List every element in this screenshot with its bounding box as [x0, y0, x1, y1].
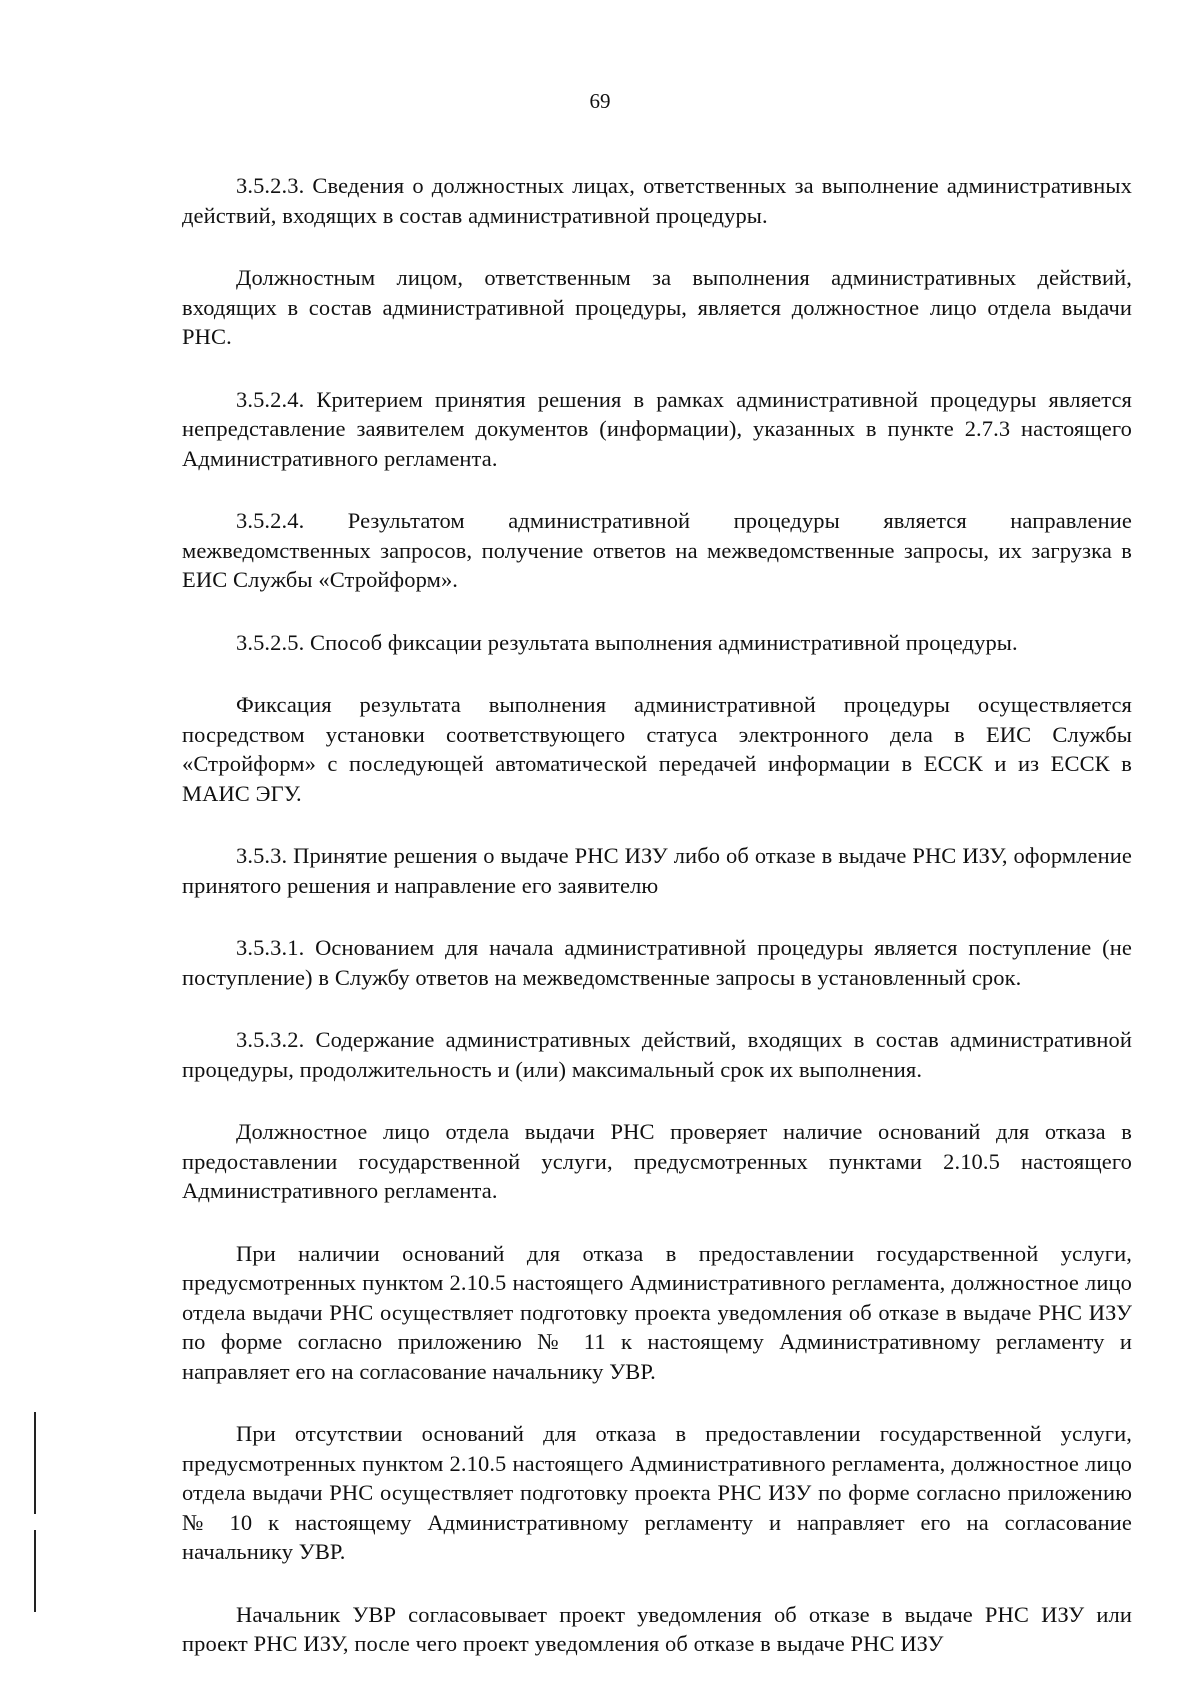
paragraph-3-5-2-4-criterion: 3.5.2.4. Критерием принятия решения в рамках административной процедуры является непредставление заявителем документов (информации), указанных в пункте 2.7.3 настоящего Административного регламента.: [182, 386, 1132, 471]
paragraph-check-grounds: Должностное лицо отдела выдачи РНС проверяет наличие оснований для отказа в предоставлении государственной услуги, предусмотренных пунктами 2.10.5 настоящего Административного регламента.: [182, 1119, 1132, 1203]
scan-margin-line-top: [34, 1412, 36, 1514]
paragraph-3-5-2-5: 3.5.2.5. Способ фиксации результата выполнения административной процедуры.: [236, 629, 1018, 655]
document-body: [182, 171, 1132, 1692]
paragraph-3-5-3: 3.5.3. Принятие решения о выдаче РНС ИЗУ либо об отказе в выдаче РНС ИЗУ, оформление принятого решения и направление его заявителю: [182, 843, 1132, 898]
paragraph-3-5-2-4-result: 3.5.2.4. Результатом административной процедуры является направление межведомственных запросов, получение ответов на межведомственные запросы, их загрузка в ЕИС Службы «Стройформ».: [182, 508, 1132, 592]
paragraph-fixation: Фиксация результата выполнения административной процедуры осуществляется посредством установки соответствующего статуса электронного дела в ЕИС Службы «Стройформ» с последующей автоматической передачей информации в ЕССК и из ЕССК в МАИС ЭГУ.: [182, 692, 1132, 806]
paragraph-grounds-present: При наличии оснований для отказа в предоставлении государственной услуги, предусмотренных пунктом 2.10.5 настоящего Административного регламента, должностное лицо отдела выдачи РНС осуществляет подготовку проекта уведомления об отказе в выдаче РНС ИЗУ по форме согласно приложению № 11 к настоящему Административному регламенту и направляет его на согласование начальнику УВР.: [182, 1240, 1132, 1384]
paragraph-3-5-3-1: 3.5.3.1. Основанием для начала административной процедуры является поступление (не поступление) в Службу ответов на межведомственные запросы в установленный срок.: [182, 935, 1132, 990]
paragraph-responsible-person: Должностным лицом, ответственным за выполнения административных действий, входящих в состав административной процедуры, является должностное лицо отдела выдачи РНС.: [182, 265, 1132, 349]
page-number: 69: [589, 89, 611, 113]
paragraph-grounds-absent: При отсутствии оснований для отказа в предоставлении государственной услуги, предусмотренных пунктом 2.10.5 настоящего Административного регламента, должностное лицо отдела выдачи РНС осуществляет подготовку проекта РНС ИЗУ по форме согласно приложению № 10 к настоящему Административному регламенту и направляет его на согласование начальнику УВР.: [182, 1421, 1132, 1564]
paragraph-3-5-2-3: 3.5.2.3. Сведения о должностных лицах, ответственных за выполнение административных действий, входящих в состав административной процедуры.: [182, 173, 1132, 228]
paragraph-3-5-3-2: 3.5.3.2. Содержание административных действий, входящих в состав административной процедуры, продолжительность и (или) максимальный срок их выполнения.: [182, 1027, 1132, 1082]
paragraph-head-approval: Начальник УВР согласовывает проект уведомления об отказе в выдаче РНС ИЗУ или проект РНС ИЗУ, после чего проект уведомления об отказе в выдаче РНС ИЗУ: [182, 1601, 1132, 1656]
scan-margin-line-bottom: [34, 1530, 36, 1612]
